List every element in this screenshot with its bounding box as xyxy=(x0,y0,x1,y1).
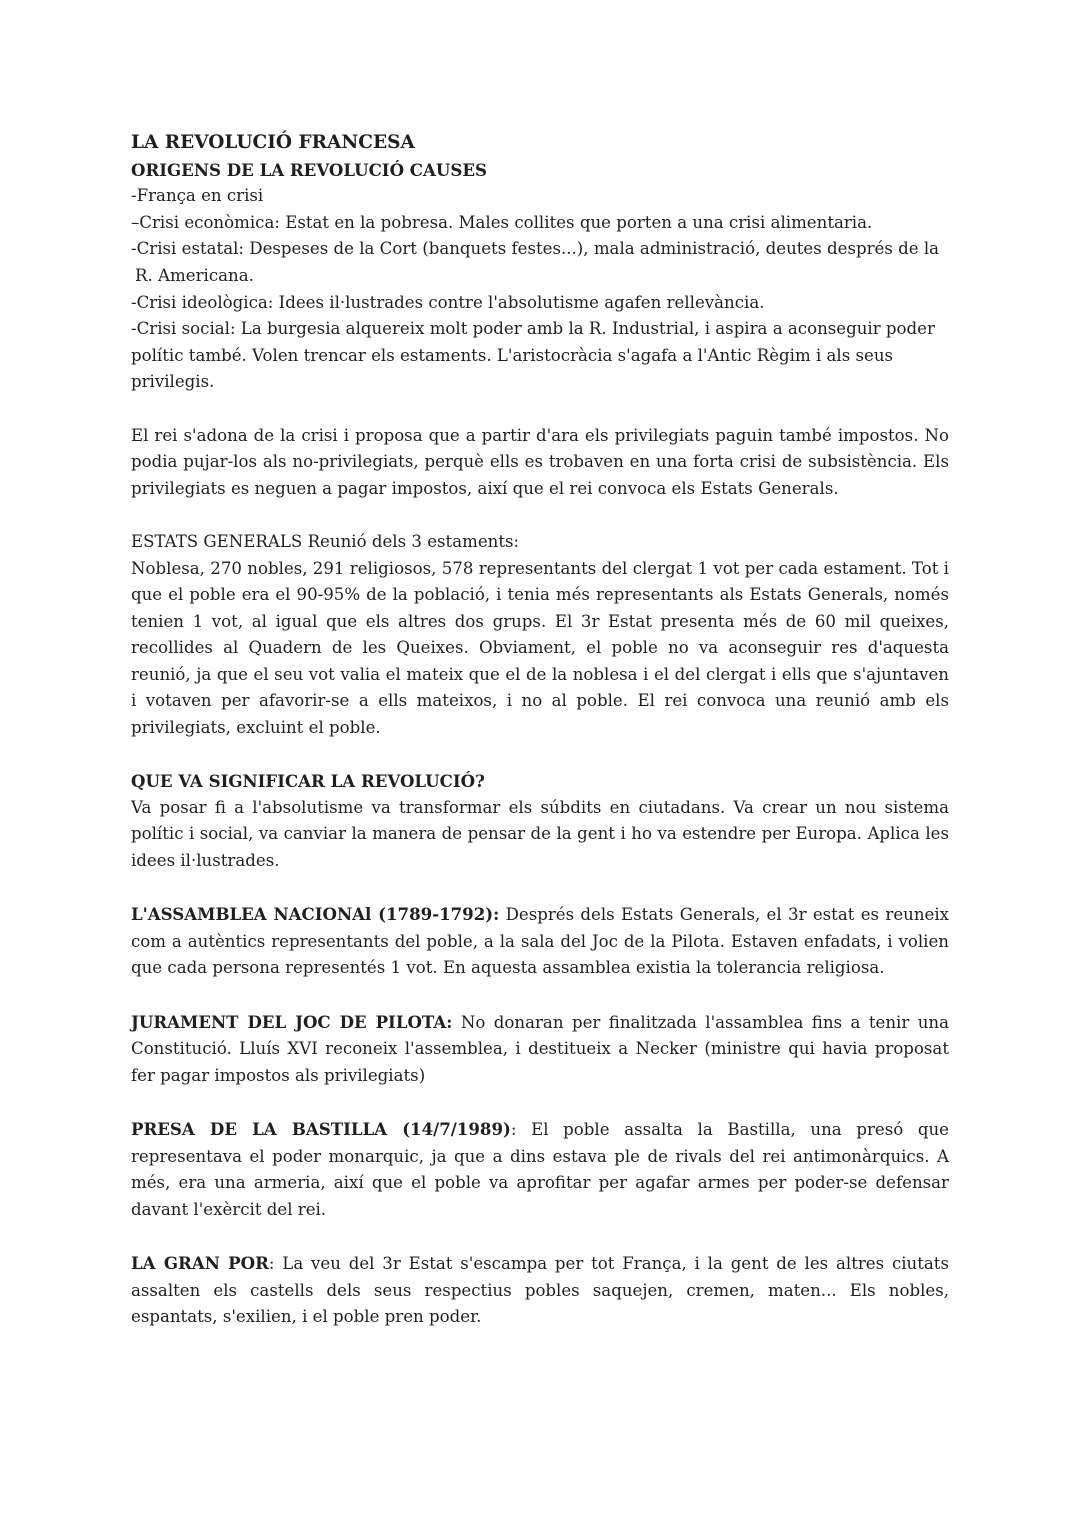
origins-line: R. Americana. xyxy=(135,265,254,285)
origins-line: -França en crisi xyxy=(131,186,264,206)
granpor-text: : La veu del 3r Estat s'escampa per tot França, i la gent de les altres ciutats assalten els castells dels seus respectius pobles saquejen, cremen, maten... Els nobles, espantats, s'exilien, i el poble pren poder. xyxy=(131,1253,949,1327)
estats-paragraph: Noblesa, 270 nobles, 291 religiosos, 578 representants del clergat 1 vot per cada estament. Tot i que el poble era el 90-95% de la població, i tenia més representants als Estats Generals, només tenien 1 vot, al igual que els altres dos grups. El 3r Estat presenta més de 60 mil queixes, recollides al Quadern de les Queixes. Obviament, el poble no va aconseguir res d'aquesta reunió, ja que el seu vot valia el mateix que el de la noblesa i el del clergat i ells que s'ajuntaven i votaven per afavorir-se a ells mateixos, i no al poble. El rei convoca una reunió amb els privilegiats, excluint el poble. xyxy=(131,558,949,738)
jurament-label: JURAMENT DEL JOC DE PILOTA: xyxy=(131,1011,453,1032)
bastilla-label: PRESA DE LA BASTILLA (14/7/1989) xyxy=(131,1118,511,1139)
granpor-paragraph xyxy=(131,1250,949,1331)
estats-heading: ESTATS GENERALS Reunió dels 3 estaments: xyxy=(131,531,520,551)
jurament-text: No donaran per finalitzada l'assamblea fins a tenir una Constitució. Lluís XVI reconeix l'assemblea, i destitueix a Necker (ministre qui havia proposat fer pagar impostos als privilegiats) xyxy=(131,1012,950,1085)
jurament-paragraph xyxy=(131,1009,949,1090)
origins-line: -Crisi social: La burgesia alquereix molt poder amb la R. Industrial, i aspira a aconseguir poder polític també. Volen trencar els estaments. L'aristocràcia s'agafa a l'Antic Règim i als seus privilegis. xyxy=(131,319,935,392)
origins-line: -Crisi ideològica: Idees il·lustrades contre l'absolutisme agafen rellevància. xyxy=(131,292,765,312)
assemblea-text: Després dels Estats Generals, el 3r estat es reuneix com a autèntics representants del poble, a la sala del Joc de la Pilota. Estaven enfadats, i volien que cada persona representés 1 vot. En aquesta assamblea existia la tolerancia religiosa. xyxy=(131,905,950,978)
origins-line: –Crisi econòmica: Estat en la pobresa. Males collites que porten a una crisi alimentaria. xyxy=(131,212,873,232)
significance-paragraph: Va posar fi a l'absolutisme va transformar els súbdits en ciutadans. Va crear un nou sistema polític i social, va canviar la manera de pensar de la gent i ho va estendre per Europa. Aplica les idees il·lustrades. xyxy=(131,797,949,871)
origins-heading: ORIGENS DE LA REVOLUCIÓ CAUSES xyxy=(131,159,487,180)
significance-heading: QUE VA SIGNIFICAR LA REVOLUCIÓ? xyxy=(131,771,485,792)
document-title: LA REVOLUCIÓ FRANCESA xyxy=(131,132,415,153)
granpor-label: LA GRAN POR xyxy=(131,1252,269,1273)
assemblea-paragraph xyxy=(131,901,949,982)
bastilla-text: : El poble assalta la Bastilla, una presó que representava el poder monarquic, ja que a dins estava ple de rivals del rei antimonàrquics. A més, era una armeria, així que el poble va aprofitar per agafar armes per poder-se defensar davant l'exèrcit del rei. xyxy=(131,1119,949,1219)
origins-line: -Crisi estatal: Despeses de la Cort (banquets festes...), mala administració, deutes després de la xyxy=(131,239,940,259)
assemblea-label: L'ASSAMBLEA NACIONAl (1789-1792): xyxy=(131,904,500,925)
king-paragraph: El rei s'adona de la crisi i proposa que a partir d'ara els privilegiats paguin també impostos. No podia pujar-los als no-privilegiats, perquè ells es trobaven en una forta crisi de subsistència. Els privilegiats es neguen a pagar impostos, així que el rei convoca els Estats Generals. xyxy=(131,425,949,498)
bastilla-paragraph xyxy=(131,1116,949,1223)
document-page xyxy=(131,130,949,1331)
